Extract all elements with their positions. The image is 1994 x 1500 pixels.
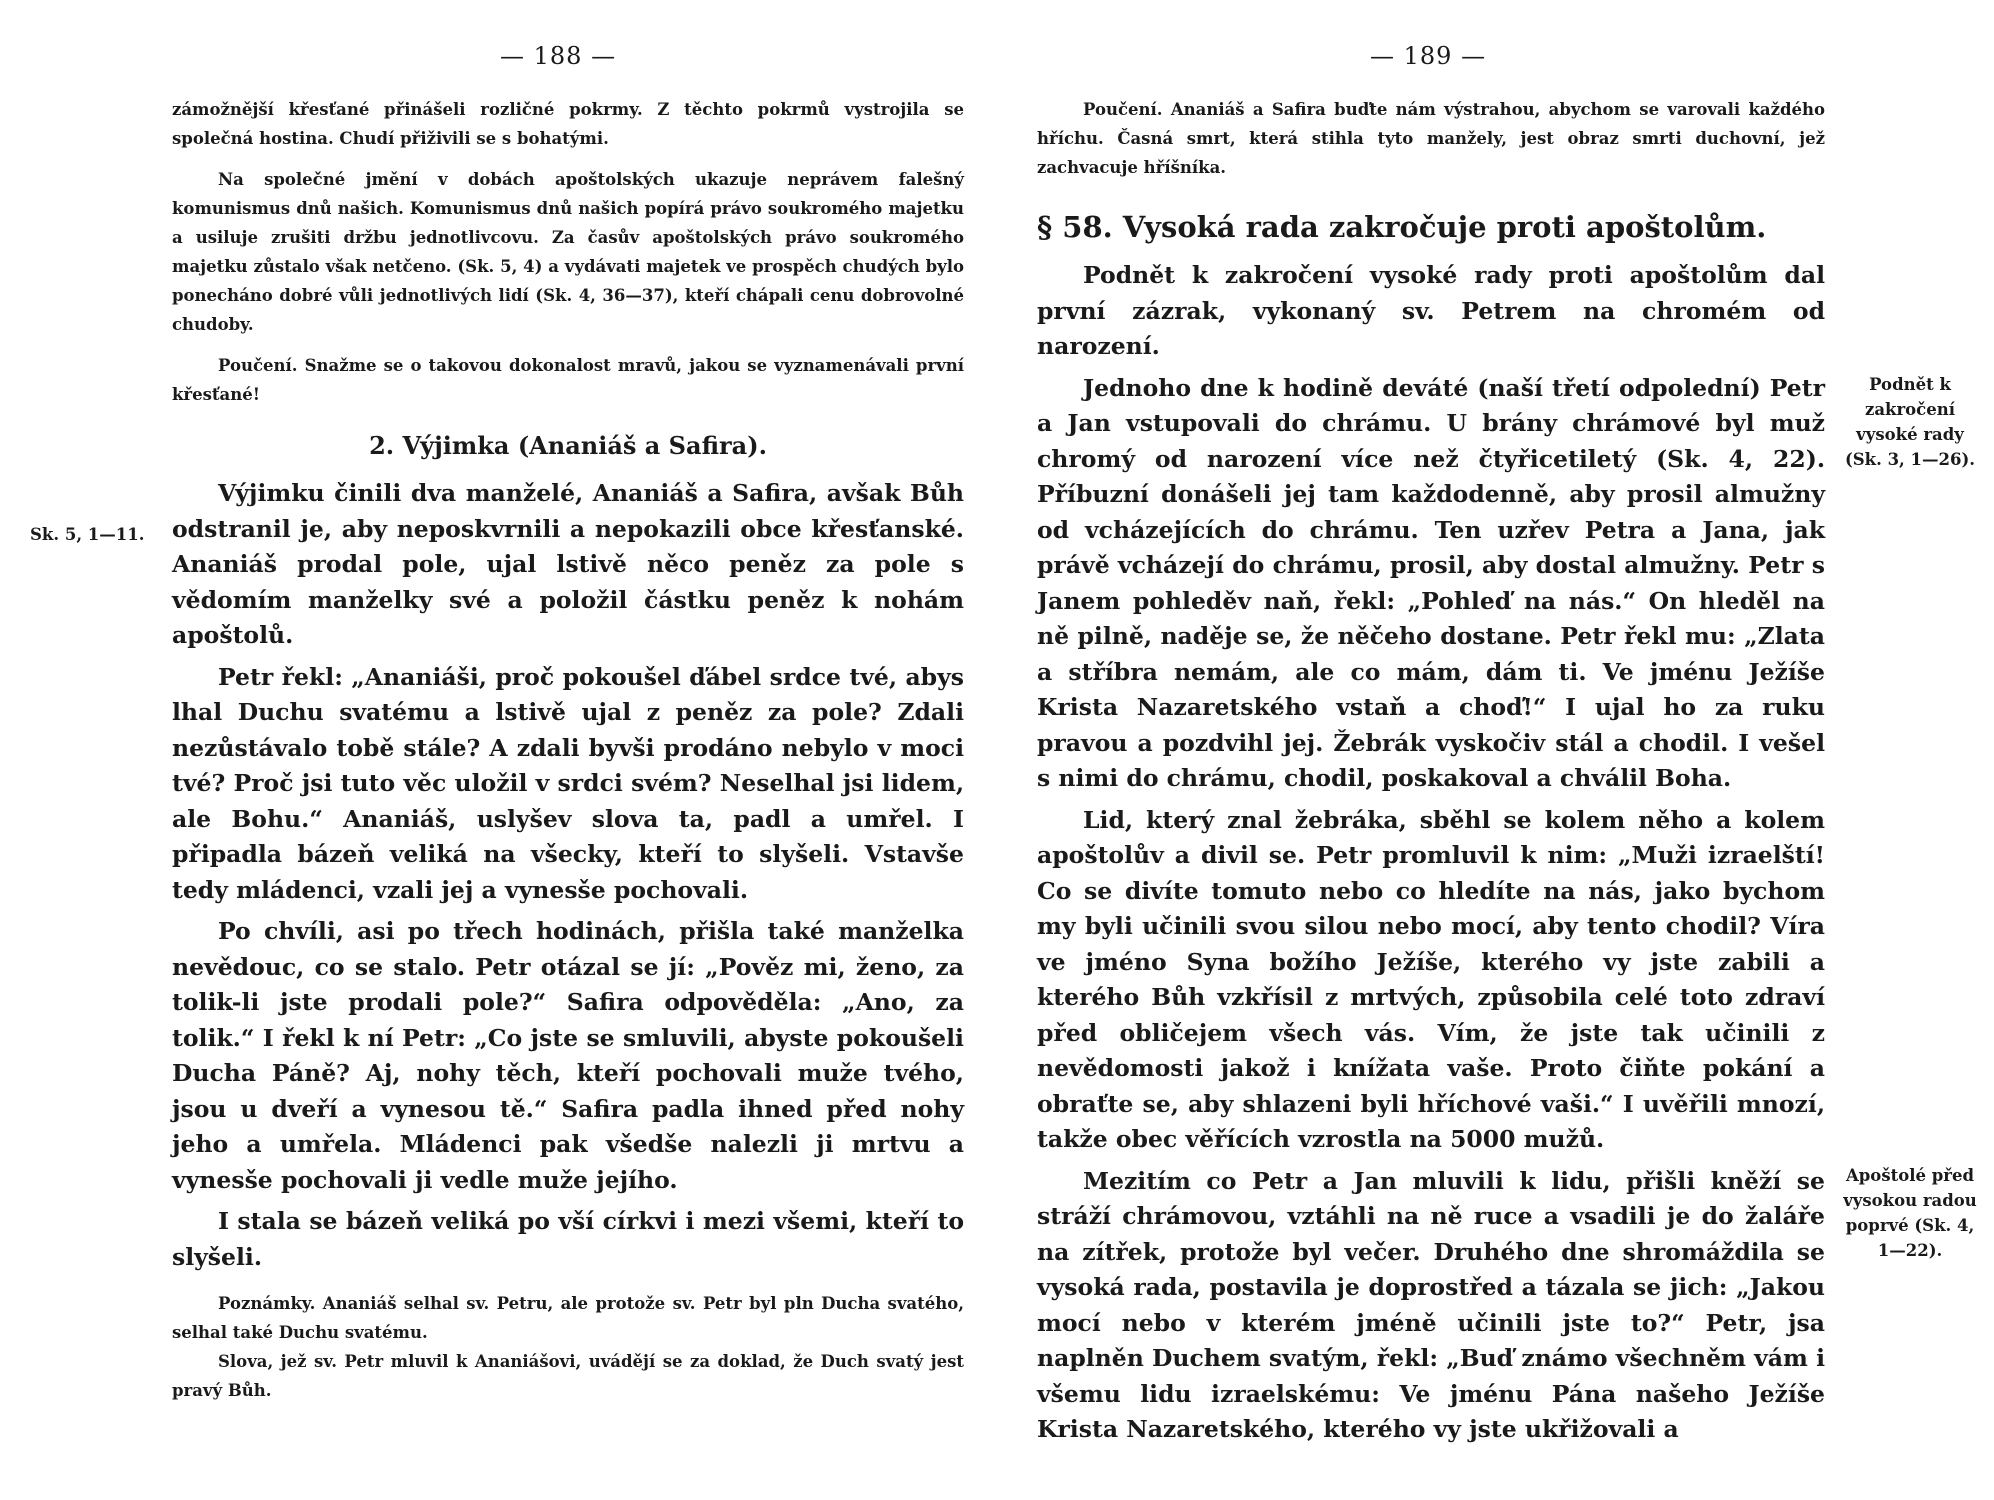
body-paragraph: Lid, který znal žebráka, sběhl se kolem něho a kolem apoštolův a divil se. Petr promluvil k nim: „Muži izraelští! Co se divíte tomuto nebo co hledíte na nás, jako bychom my byli učinili svou silou nebo mocí, aby tento chodil? Víra ve jméno Syna božího Ježíše, kterého vy jste zabili a kterého Bůh vzkřísil z mrtvých, způsobila celé toto zdraví před obličejem všech vás. Vím, že jste tak učinili z nevědomosti jakož i knížata vaše. Proto čiňte pokání a obraťte se, aby shlazeni byli hříchové vaši.“ I uvěřili mnozí, takže obec věřících vzrostla na 5000 mužů.	[1037, 805, 1825, 1153]
pouceni-text: Ananiáš a Safira buďte nám výstrahou, abychom se varovali každého hříchu. Časná smrt, která stihla tyto manžely, jest obraz smrti duchovní, jež zachvacuje hříšníka.	[1037, 100, 1825, 177]
right-text-column	[1037, 95, 1825, 1448]
continuation-paragraph: zámožnější křesťané přinášeli rozličné pokrmy. Z těchto pokrmů vystrojila se společná hostina. Chudí přiživili se s bohatými.	[172, 100, 964, 148]
communism-paragraph: Na společné jmění v dobách apoštolských ukazuje neprávem falešný komunismus dnů našich. Komunismus dnů našich popírá právo soukromého majetku a usiluje zrušiti držbu jednotlivcovu. Za časův apoštolských právo soukromého majetku zůstalo však netčeno. (Sk. 5, 4) a vydávati majetek ve prospěch chudých bylo ponecháno dobré vůli jednotlivých lidí (Sk. 4, 36—37), kteří chápali cenu dobrovolné chudoby.	[172, 170, 964, 334]
pouceni-label: Poučení.	[1083, 100, 1163, 119]
margin-note: Podnět k zakročení vysoké rady (Sk. 3, 1—26).	[1844, 375, 1976, 469]
margin-note: Apoštolé před vysokou radou poprvé (Sk. 4, 1—22).	[1843, 1166, 1977, 1260]
poznamky-paragraph	[172, 1289, 964, 1347]
margin-reference: Sk. 5, 1—11.	[30, 525, 145, 544]
body-paragraph: Podnět k zakročení vysoké rady proti apoštolům dal první zázrak, vykonaný sv. Petrem na chromém od narození.	[1037, 261, 1825, 360]
pouceni-label: Poučení.	[218, 356, 298, 375]
body-paragraph: I stala se bázeň veliká po vší církvi i mezi všemi, kteří to slyšeli.	[172, 1207, 964, 1271]
poznamky-label: Poznámky.	[218, 1294, 316, 1313]
body-paragraph: Mezitím co Petr a Jan mluvili k lidu, přišli kněží se stráží chrámovou, vztáhli na ně ruce a vsadili je do žaláře na zítřek, protože byl večer. Druhého dne shromáždila se vysoká rada, postavila je doprostřed a tázala se jich: „Jakou mocí nebo v kterém jméně učinili jste to?“ Petr, jsa naplněn Duchem svatým, řekl: „Buď známo všechněm vám i všemu lidu izraelskému: Ve jménu Pána našeho Ježíše Krista Nazaretského, kterého vy jste ukřižovali a	[1037, 1166, 1825, 1443]
pouceni-paragraph	[172, 351, 964, 409]
pouceni-paragraph	[1037, 95, 1825, 182]
page-number: — 188 —	[500, 42, 617, 70]
section-heading: § 58. Vysoká rada zakročuje proti apoštolům.	[1037, 210, 1767, 244]
body-paragraph: Petr řekl: „Ananiáši, proč pokoušel ďábel srdce tvé, abys lhal Duchu svatému a lstivě ujal z peněz za pole? Zdali nezůstávalo tobě stále? A zdali byvši prodáno nebylo v moci tvé? Proč jsi tuto věc uložil v srdci svém? Neselhal jsi lidem, ale Bohu.“ Ananiáš, uslyšev slova ta, padl a umřel. I připadla bázeň veliká na všecky, kteří to slyšeli. Vstavše tedy mládenci, vzali jej a vynesše pochovali.	[172, 662, 964, 904]
pouceni-text: Snažme se o takovou dokonalost mravů, jakou se vyznamenávali první křesťané!	[172, 356, 964, 404]
right-page	[1000, 0, 1994, 1500]
left-text-column	[172, 95, 964, 1405]
poznamky-text: Ananiáš selhal sv. Petru, ale protože sv. Petr byl pln Ducha svatého, selhal také Duchu svatému.	[172, 1294, 964, 1342]
poznamky-paragraph-2: Slova, jež sv. Petr mluvil k Ananiášovi, uvádějí se za doklad, že Duch svatý jest pravý Bůh.	[172, 1352, 964, 1400]
body-paragraph: Výjimku činili dva manželé, Ananiáš a Safira, avšak Bůh odstranil je, aby neposkvrnili a nepokazili obce křesťanské. Ananiáš prodal pole, ujal lstivě něco peněz za pole s vědomím manželky své a položil částku peněz k nohám apoštolů.	[172, 479, 964, 649]
body-paragraph: Jednoho dne k hodině deváté (naší třetí odpolední) Petr a Jan vstupovali do chrámu. U brány chrámové byl muž chromý od narození více než čtyřicetiletý (Sk. 4, 22). Příbuzní donášeli jej tam každodenně, aby prosil almužny od vcházejících do chrámu. Ten uzřev Petra a Jana, jak právě vcházejí do chrámu, prosil, aby dostal almužny. Petr s Janem pohleděv naň, řekl: „Pohleď na nás.“ On hleděl na ně pilně, naděje se, že něčeho dostane. Petr řekl mu: „Zlata a stříbra nemám, ale co mám, dám ti. Ve jménu Ježíše Krista Nazaretského vstaň a choď!“ I ujal ho za ruku pravou a pozdvihl jej. Žebrák vyskočiv stál a chodil. I vešel s nimi do chrámu, chodil, poskakoval a chválil Boha.	[1037, 373, 1825, 792]
page-number: — 189 —	[1370, 42, 1487, 70]
subheading: 2. Výjimka (Ananiáš a Safira).	[369, 431, 767, 460]
body-paragraph: Po chvíli, asi po třech hodinách, přišla také manželka nevědouc, co se stalo. Petr otázal se jí: „Pověz mi, ženo, za tolik-li jste prodali pole?“ Safira odpověděla: „Ano, za tolik.“ I řekl k ní Petr: „Co jste se smluvili, abyste pokoušeli Ducha Páně? Aj, nohy těch, kteří pochovali muže tvého, jsou u dveří a vynesou tě.“ Safira padla ihned před nohy jeho a umřela. Mládenci pak všedše nalezli ji mrtvu a vynesše pochovali ji vedle muže jejího.	[172, 917, 964, 1194]
